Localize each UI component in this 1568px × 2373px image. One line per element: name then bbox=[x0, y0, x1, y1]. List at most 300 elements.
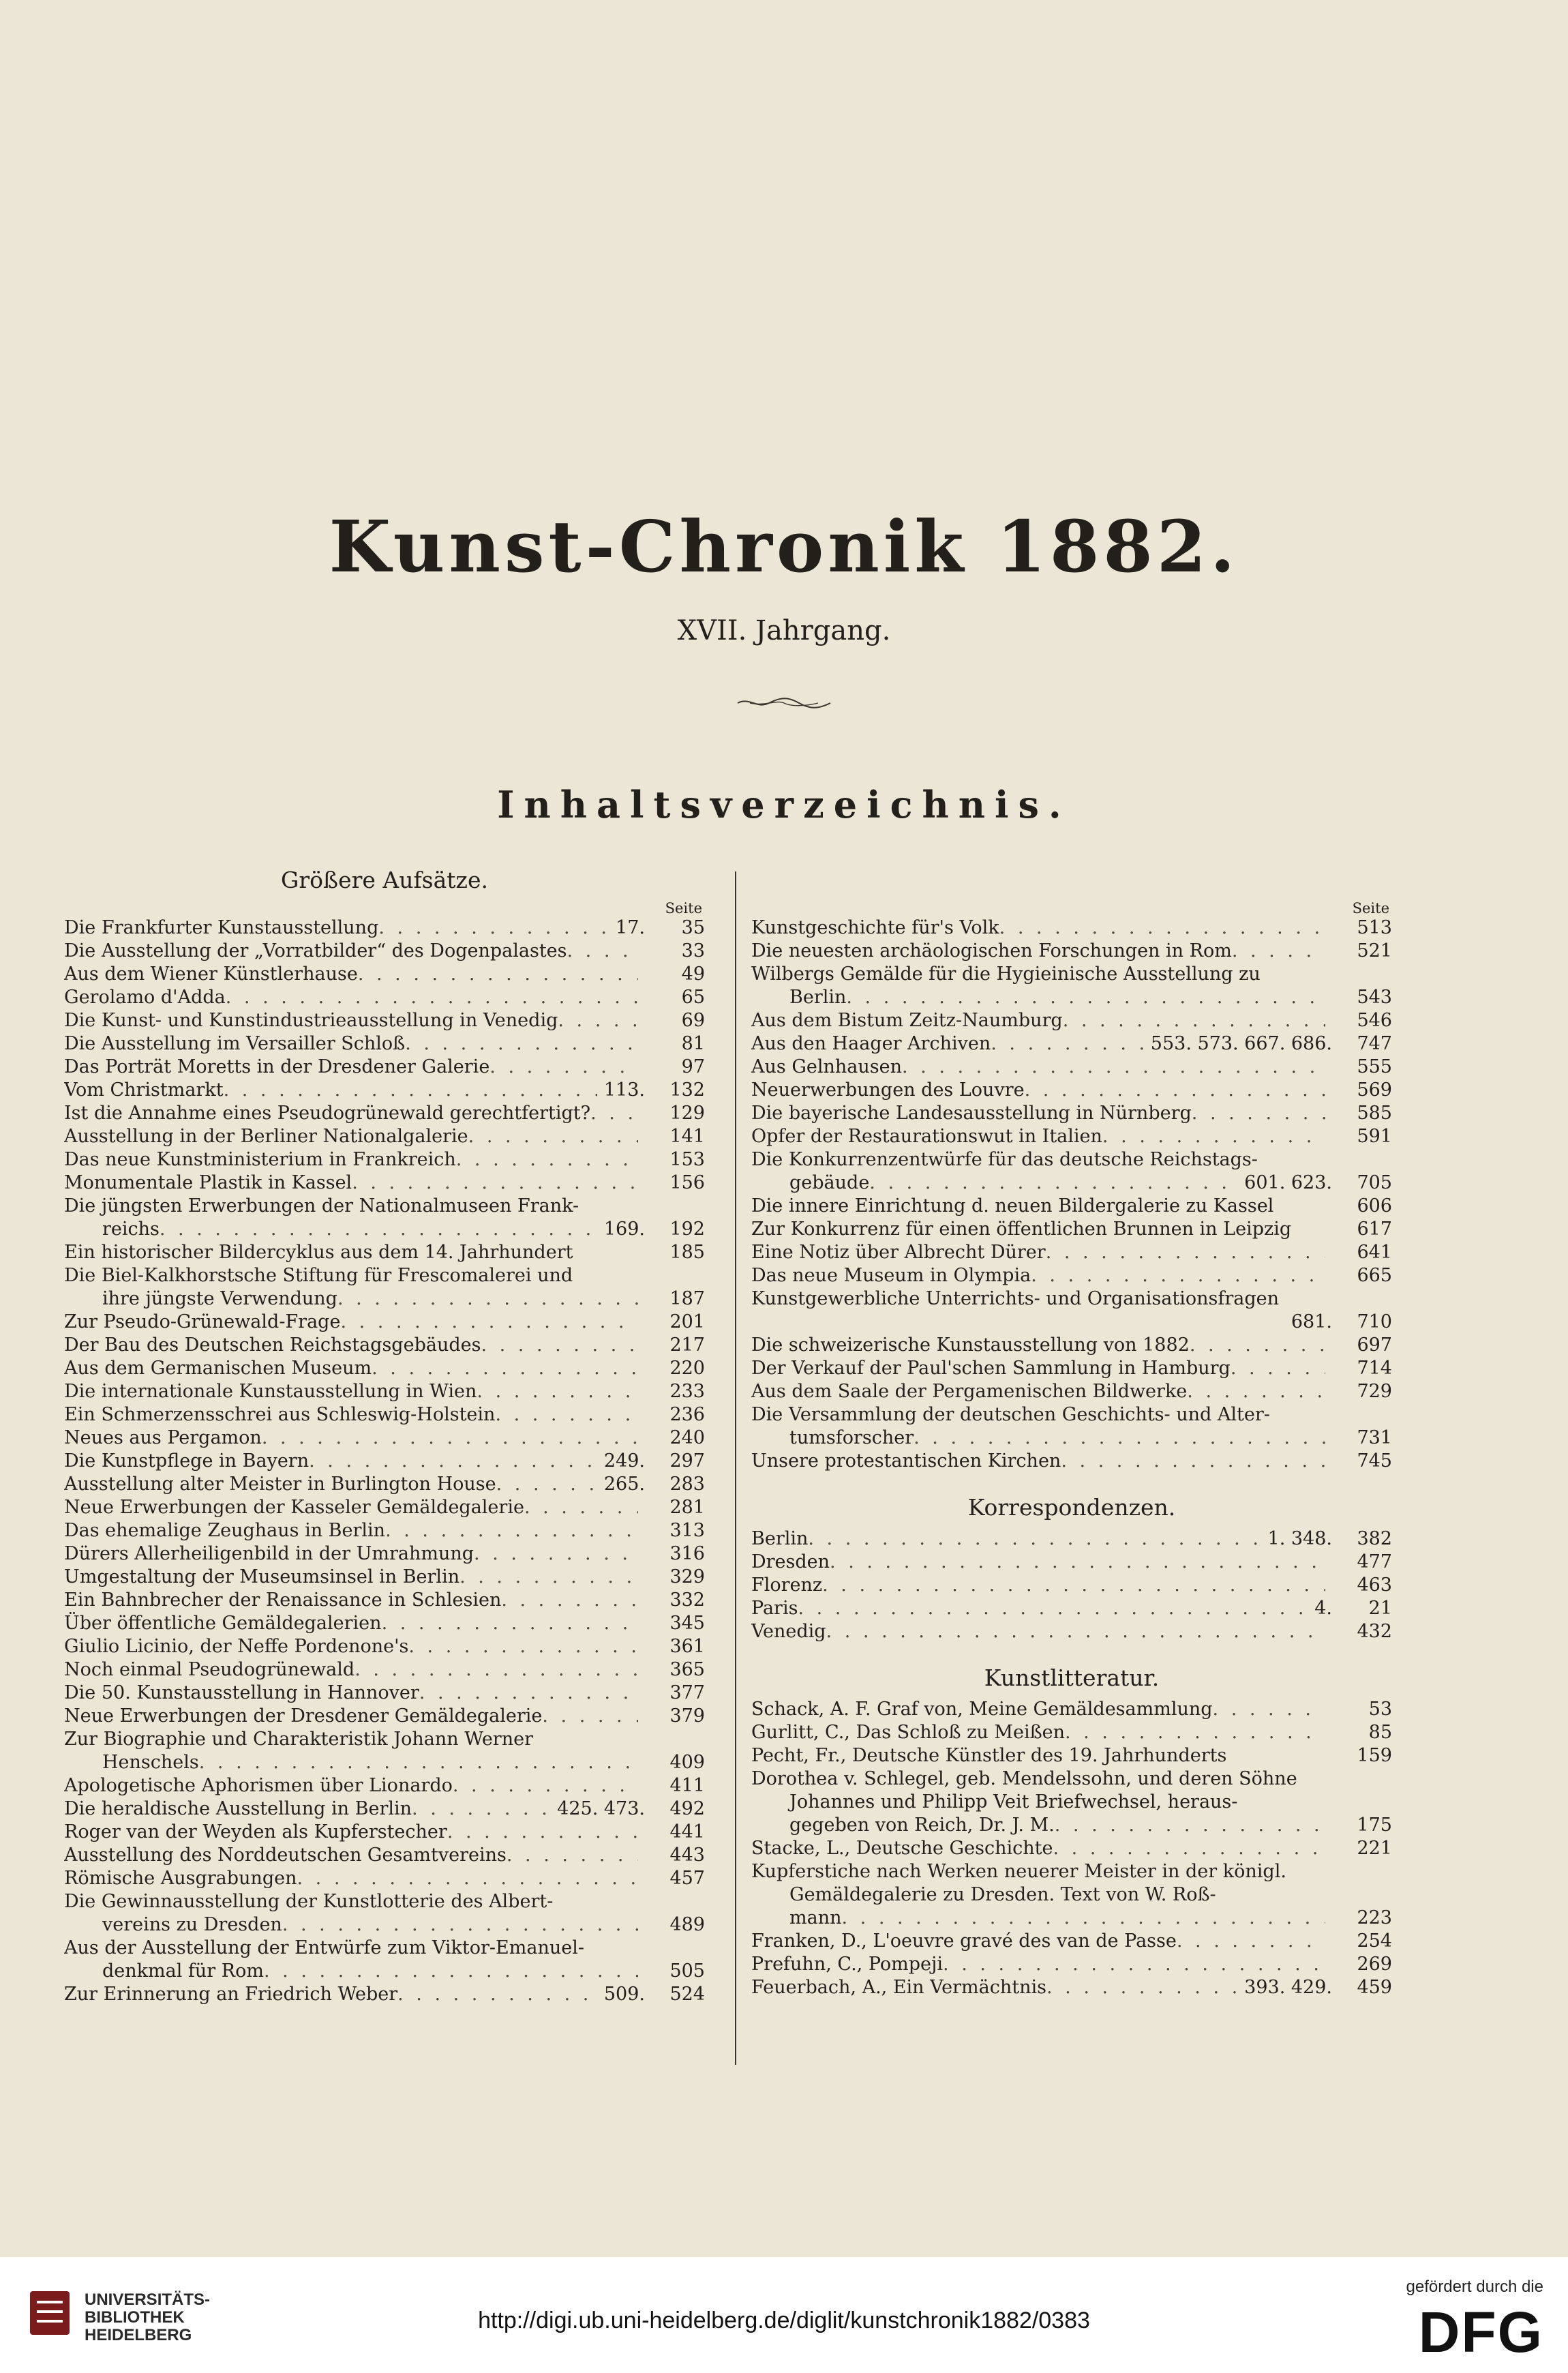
entry-title: Franken, D., L'oeuvre gravé des van de Passe bbox=[751, 1930, 1177, 1952]
entry-title: Neues aus Pergamon bbox=[64, 1427, 262, 1448]
leader-dots bbox=[1061, 1450, 1325, 1473]
toc-entry bbox=[64, 1774, 705, 1797]
toc-entry bbox=[751, 1698, 1392, 1721]
section-title-kunstlitteratur: Kunstlitteratur. bbox=[984, 1665, 1160, 1691]
entry-page-number: 459 bbox=[1357, 1977, 1392, 1998]
entry-page-number: 745 bbox=[1357, 1450, 1392, 1472]
toc-entry bbox=[751, 1148, 1392, 1171]
entry-title: Gerolamo d'Adda bbox=[64, 987, 226, 1008]
entry-title: Die Versammlung der deutschen Geschichts- und Alter- bbox=[751, 1404, 1270, 1425]
entry-title: Noch einmal Pseudogrünewald bbox=[64, 1659, 355, 1680]
entry-title: Neuerwerbungen des Louvre bbox=[751, 1079, 1025, 1101]
entry-title: ihre jüngste Verwendung bbox=[102, 1288, 337, 1309]
leader-dots bbox=[1065, 1721, 1325, 1744]
leader-dots bbox=[477, 1380, 638, 1403]
toc-entry bbox=[64, 1705, 705, 1728]
entry-page-number: 33 bbox=[681, 940, 705, 961]
entry-page-number: 220 bbox=[669, 1358, 705, 1379]
entry-page-number: 185 bbox=[669, 1242, 705, 1263]
leader-dots bbox=[459, 1566, 638, 1589]
entry-page-number: 223 bbox=[1357, 1907, 1392, 1928]
leader-dots bbox=[447, 1821, 638, 1844]
entry-title: Die bayerische Landesausstellung in Nürnberg bbox=[751, 1103, 1192, 1124]
toc-entry bbox=[751, 1334, 1392, 1357]
toc-entry bbox=[751, 1009, 1392, 1032]
entry-title: Ein Bahnbrecher der Renaissance in Schlesien bbox=[64, 1590, 502, 1611]
leader-dots bbox=[160, 1218, 597, 1241]
leader-dots bbox=[943, 1953, 1325, 1976]
toc-entry bbox=[64, 1867, 705, 1890]
entry-extra-pages: 265. bbox=[603, 1474, 645, 1495]
footer-bar bbox=[0, 2257, 1568, 2373]
entry-title: Giulio Licinio, der Neffe Pordenone's bbox=[64, 1636, 409, 1657]
source-url-link[interactable]: http://digi.ub.uni-heidelberg.de/diglit/kunstchronik1882/0383 bbox=[478, 2308, 1090, 2333]
toc-entry bbox=[751, 1883, 1392, 1907]
entry-title: Eine Notiz über Albrecht Dürer bbox=[751, 1242, 1046, 1263]
leader-dots bbox=[385, 1519, 638, 1542]
entry-title: Prefuhn, C., Pompeji bbox=[751, 1954, 944, 1975]
entry-title: Das neue Kunstministerium in Frankreich bbox=[64, 1149, 456, 1170]
entry-title: Johannes und Philipp Veit Briefwechsel, heraus- bbox=[789, 1791, 1238, 1812]
toc-entry bbox=[64, 1357, 705, 1380]
entry-page-number: 606 bbox=[1357, 1195, 1392, 1217]
toc-entry bbox=[64, 1728, 705, 1751]
toc-entry bbox=[751, 1551, 1392, 1574]
toc-entry bbox=[751, 1403, 1392, 1427]
entry-page-number: 591 bbox=[1357, 1126, 1392, 1147]
entry-page-number: 153 bbox=[669, 1149, 705, 1170]
leader-dots bbox=[1046, 1976, 1237, 1999]
entry-page-number: 543 bbox=[1357, 987, 1392, 1008]
leader-dots bbox=[378, 916, 609, 940]
leader-dots bbox=[262, 1427, 638, 1450]
leader-dots bbox=[226, 986, 638, 1009]
entry-page-number: 141 bbox=[669, 1126, 705, 1147]
entry-page-number: 477 bbox=[1357, 1551, 1392, 1572]
entry-title: Aus der Ausstellung der Entwürfe zum Viktor-Emanuel- bbox=[64, 1937, 584, 1958]
toc-entry bbox=[64, 1380, 705, 1403]
leader-dots bbox=[1046, 1241, 1325, 1264]
entry-title: gebäude bbox=[789, 1172, 870, 1193]
toc-entry bbox=[64, 1195, 705, 1218]
toc-entry bbox=[64, 1589, 705, 1612]
entry-title: Zur Biographie und Charakteristik Johann Werner bbox=[64, 1729, 533, 1750]
entry-title: vereins zu Dresden bbox=[102, 1914, 282, 1935]
seite-label: Seite bbox=[665, 900, 702, 916]
entry-list bbox=[751, 1527, 1392, 1643]
leader-dots bbox=[798, 1597, 1308, 1620]
entry-page-number: 313 bbox=[669, 1520, 705, 1541]
leader-dots bbox=[282, 1913, 638, 1937]
entry-title: Der Bau des Deutschen Reichstagsgebäudes bbox=[64, 1334, 481, 1356]
toc-entry bbox=[64, 1496, 705, 1519]
toc-entry bbox=[751, 1450, 1392, 1473]
seite-label: Seite bbox=[1352, 900, 1389, 916]
toc-entry bbox=[64, 1937, 705, 1960]
entry-title: Das Porträt Moretts in der Dresdener Galerie bbox=[64, 1056, 490, 1077]
toc-entry bbox=[64, 1612, 705, 1635]
entry-page-number: 729 bbox=[1357, 1381, 1392, 1402]
toc-entry bbox=[64, 1635, 705, 1658]
toc-entry bbox=[751, 1744, 1392, 1767]
section-title-korrespondenzen: Korrespondenzen. bbox=[967, 1494, 1176, 1521]
leader-dots bbox=[501, 1589, 638, 1612]
entry-page-number: 201 bbox=[669, 1311, 705, 1332]
entry-title: Pecht, Fr., Deutsche Künstler des 19. Jahrhunderts bbox=[751, 1745, 1227, 1766]
entry-page-number: 524 bbox=[669, 1984, 705, 2005]
toc-entry bbox=[751, 1102, 1392, 1125]
leader-dots bbox=[1190, 1334, 1325, 1357]
toc-entry bbox=[64, 1473, 705, 1496]
toc-entry bbox=[751, 1264, 1392, 1287]
leader-dots bbox=[297, 1867, 639, 1890]
toc-entry bbox=[751, 1791, 1392, 1814]
entry-page-number: 641 bbox=[1357, 1242, 1392, 1263]
entry-title: Aus den Haager Archiven bbox=[751, 1033, 991, 1054]
toc-entry bbox=[751, 1241, 1392, 1264]
toc-entry bbox=[64, 1658, 705, 1682]
leader-dots bbox=[830, 1551, 1325, 1574]
entry-title: Die innere Einrichtung d. neuen Bildergalerie zu Kassel bbox=[751, 1195, 1274, 1217]
toc-entry bbox=[751, 1527, 1392, 1551]
entry-title: Römische Ausgrabungen bbox=[64, 1868, 297, 1889]
leader-dots bbox=[481, 1334, 638, 1357]
entry-title: denkmal für Rom bbox=[102, 1960, 264, 1982]
entry-page-number: 379 bbox=[669, 1705, 705, 1727]
entry-page-number: 221 bbox=[1357, 1838, 1392, 1859]
entry-title: Die Ausstellung im Versailler Schloß bbox=[64, 1033, 406, 1054]
entry-title: Die internationale Kunstausstellung in Wien bbox=[64, 1381, 477, 1402]
entry-page-number: 546 bbox=[1357, 1010, 1392, 1031]
page-title: Kunst-Chronik 1882. bbox=[329, 505, 1239, 588]
toc-entry bbox=[64, 1032, 705, 1056]
entry-page-number: 156 bbox=[669, 1172, 705, 1193]
entry-page-number: 187 bbox=[669, 1288, 705, 1309]
toc-entry bbox=[751, 1953, 1392, 1976]
toc-entry bbox=[64, 1427, 705, 1450]
entry-extra-pages: 113. bbox=[603, 1079, 645, 1101]
entry-title: Aus dem Saale der Pergamenischen Bildwerke bbox=[751, 1381, 1188, 1402]
leader-dots bbox=[468, 1125, 638, 1148]
toc-entry bbox=[64, 1566, 705, 1589]
leader-dots bbox=[1213, 1698, 1325, 1721]
entry-title: Kunstgeschichte für's Volk bbox=[751, 917, 999, 938]
entry-page-number: 585 bbox=[1357, 1103, 1392, 1124]
toc-entry bbox=[751, 1620, 1392, 1643]
toc-entry bbox=[751, 1357, 1392, 1380]
entry-page-number: 489 bbox=[669, 1914, 705, 1935]
leader-dots bbox=[1192, 1102, 1325, 1125]
toc-entry bbox=[64, 1102, 705, 1125]
toc-entry bbox=[751, 1218, 1392, 1241]
leader-dots bbox=[1063, 1009, 1325, 1032]
entry-page-number: 505 bbox=[669, 1960, 705, 1982]
leader-dots bbox=[412, 1797, 550, 1821]
toc-entry bbox=[64, 1009, 705, 1032]
entry-title: Ausstellung des Norddeutschen Gesamtvereins bbox=[64, 1845, 507, 1866]
entry-title: Die 50. Kunstausstellung in Hannover bbox=[64, 1682, 419, 1703]
entry-page-number: 569 bbox=[1357, 1079, 1392, 1101]
entry-page-number: 617 bbox=[1357, 1219, 1392, 1240]
entry-page-number: 81 bbox=[681, 1033, 705, 1054]
entry-title: Schack, A. F. Graf von, Meine Gemäldesammlung bbox=[751, 1699, 1213, 1720]
entry-extra-pages: 4. bbox=[1314, 1598, 1332, 1619]
leader-dots bbox=[507, 1844, 638, 1867]
leader-dots bbox=[841, 1907, 1325, 1930]
toc-entry bbox=[751, 1721, 1392, 1744]
toc-entry bbox=[751, 1056, 1392, 1079]
entry-extra-pages: 249. bbox=[603, 1450, 645, 1472]
entry-title: Unsere protestantischen Kirchen bbox=[751, 1450, 1061, 1472]
leader-dots bbox=[495, 1403, 638, 1427]
entry-extra-pages: 393. 429. bbox=[1244, 1977, 1332, 1998]
leader-dots bbox=[456, 1148, 638, 1171]
leader-dots bbox=[340, 1311, 638, 1334]
leader-dots bbox=[1187, 1380, 1325, 1403]
entry-title: Zur Erinnerung an Friedrich Weber bbox=[64, 1984, 398, 2005]
toc-entry bbox=[64, 1890, 705, 1913]
leader-dots bbox=[337, 1287, 638, 1311]
entry-title: Kunstgewerbliche Unterrichts- und Organisationsfragen bbox=[751, 1288, 1279, 1309]
leader-dots bbox=[474, 1542, 638, 1566]
leader-dots bbox=[405, 1032, 638, 1056]
entry-title: Ist die Annahme eines Pseudogrünewald gerechtfertigt? bbox=[64, 1103, 591, 1124]
entry-title: Die heraldische Ausstellung in Berlin bbox=[64, 1798, 412, 1819]
entry-title: Die neuesten archäologischen Forschungen in Rom bbox=[751, 940, 1232, 961]
toc-entry bbox=[64, 1844, 705, 1867]
leader-dots bbox=[358, 963, 638, 986]
volume-subtitle: XVII. Jahrgang. bbox=[677, 615, 891, 646]
entry-page-number: 53 bbox=[1368, 1699, 1392, 1720]
toc-entry bbox=[751, 1125, 1392, 1148]
leader-dots bbox=[496, 1473, 597, 1496]
entry-title: Neue Erwerbungen der Kasseler Gemäldegalerie bbox=[64, 1497, 524, 1518]
toc-entry bbox=[751, 1814, 1392, 1837]
toc-entry bbox=[64, 1403, 705, 1427]
entry-title: Kupferstiche nach Werken neuerer Meister in der königl. bbox=[751, 1861, 1286, 1882]
toc-entry bbox=[64, 1519, 705, 1542]
entry-title: Der Verkauf der Paul'schen Sammlung in Hamburg bbox=[751, 1358, 1231, 1379]
entry-page-number: 665 bbox=[1357, 1265, 1392, 1286]
toc-entry bbox=[64, 940, 705, 963]
toc-entry bbox=[751, 1032, 1392, 1056]
entry-title: Berlin bbox=[751, 1528, 809, 1549]
entry-page-number: 175 bbox=[1357, 1815, 1392, 1836]
entry-page-number: 297 bbox=[669, 1450, 705, 1472]
entry-title: Über öffentliche Gemäldegalerien bbox=[64, 1613, 382, 1634]
entry-title: Die Konkurrenzentwürfe für das deutsche Reichstags- bbox=[751, 1149, 1258, 1170]
toc-entry bbox=[64, 1751, 705, 1774]
leader-dots bbox=[309, 1450, 597, 1473]
ornament-divider bbox=[0, 696, 1568, 713]
leader-dots bbox=[524, 1496, 638, 1519]
entry-title: Das neue Museum in Olympia bbox=[751, 1265, 1031, 1286]
entry-title: Die Gewinnausstellung der Kunstlotterie des Albert- bbox=[64, 1891, 554, 1912]
entry-page-number: 432 bbox=[1357, 1621, 1392, 1642]
entry-title: mann bbox=[789, 1907, 842, 1928]
leader-dots bbox=[1102, 1125, 1325, 1148]
entry-extra-pages: 17. bbox=[616, 917, 645, 938]
toc-entry bbox=[64, 986, 705, 1009]
entry-title: reichs bbox=[102, 1219, 160, 1240]
entry-title: tumsforscher bbox=[789, 1427, 914, 1448]
leader-dots bbox=[902, 1056, 1325, 1079]
entry-page-number: 69 bbox=[681, 1010, 705, 1031]
toc-entry bbox=[64, 963, 705, 986]
entry-title: Gemäldegalerie zu Dresden. Text von W. Roß- bbox=[789, 1884, 1216, 1905]
entry-page-number: 409 bbox=[669, 1752, 705, 1773]
entry-page-number: 85 bbox=[1368, 1722, 1392, 1743]
spacer bbox=[751, 1473, 1392, 1488]
entry-title: Stacke, L., Deutsche Geschichte bbox=[751, 1838, 1053, 1859]
entry-page-number: 492 bbox=[669, 1798, 705, 1819]
leader-dots bbox=[1231, 1357, 1325, 1380]
entry-title: Henschels bbox=[102, 1752, 199, 1773]
toc-entry bbox=[64, 1542, 705, 1566]
entry-page-number: 731 bbox=[1357, 1427, 1392, 1448]
entry-page-number: 192 bbox=[669, 1219, 705, 1240]
leader-dots bbox=[914, 1427, 1325, 1450]
entry-page-number: 129 bbox=[669, 1103, 705, 1124]
toc-entry bbox=[64, 1913, 705, 1937]
leader-dots bbox=[869, 1171, 1237, 1195]
entry-page-number: 97 bbox=[681, 1056, 705, 1077]
toc-entry bbox=[64, 1450, 705, 1473]
leader-dots bbox=[1055, 1814, 1325, 1837]
toc-entry bbox=[64, 1241, 705, 1264]
leader-dots bbox=[542, 1705, 638, 1728]
leader-dots bbox=[199, 1751, 638, 1774]
entry-extra-pages: 601. 623. bbox=[1244, 1172, 1332, 1193]
entry-title: Umgestaltung der Museumsinsel in Berlin bbox=[64, 1566, 460, 1587]
entry-page-number: 316 bbox=[669, 1543, 705, 1564]
entry-page-number: 377 bbox=[669, 1682, 705, 1703]
toc-entry bbox=[64, 1983, 705, 2006]
toc-entry bbox=[64, 1287, 705, 1311]
toc-entry bbox=[751, 1767, 1392, 1791]
entry-title: Die Ausstellung der „Vorratbilder“ des Dogenpalastes bbox=[64, 940, 567, 961]
entry-title: Zur Pseudo-Grünewald-Frage bbox=[64, 1311, 341, 1332]
entry-page-number: 269 bbox=[1357, 1954, 1392, 1975]
entry-list bbox=[751, 1698, 1392, 1999]
toc-entry bbox=[64, 1264, 705, 1287]
toc-entry bbox=[751, 1287, 1392, 1311]
entry-list bbox=[64, 916, 705, 2006]
entry-page-number: 382 bbox=[1357, 1528, 1392, 1549]
toc-entry bbox=[751, 1311, 1392, 1334]
entry-title: Opfer der Restaurationswut in Italien bbox=[751, 1126, 1102, 1147]
entry-title: Gurlitt, C., Das Schloß zu Meißen bbox=[751, 1722, 1066, 1743]
leader-dots bbox=[408, 1635, 638, 1658]
library-name: UNIVERSITÄTS- BIBLIOTHEK HEIDELBERG bbox=[85, 2290, 211, 2344]
dfg-logo: DFG bbox=[1418, 2300, 1543, 2364]
entry-title: Venedig bbox=[751, 1621, 826, 1642]
leader-dots bbox=[846, 986, 1325, 1009]
toc-entry bbox=[64, 916, 705, 940]
entry-title: Die Kunstpflege in Bayern bbox=[64, 1450, 310, 1472]
leader-dots bbox=[567, 940, 638, 963]
entry-title: Dorothea v. Schlegel, geb. Mendelssohn, und deren Söhne bbox=[751, 1768, 1297, 1789]
toc-entry bbox=[751, 1907, 1392, 1930]
entry-title: Die Kunst- und Kunstindustrieausstellung in Venedig bbox=[64, 1010, 558, 1031]
section-title-aufsaetze: Größere Aufsätze. bbox=[281, 867, 488, 893]
toc-entry bbox=[751, 1860, 1392, 1883]
entry-extra-pages: 681. bbox=[1291, 1311, 1332, 1332]
entry-page-number: 714 bbox=[1357, 1358, 1392, 1379]
leader-dots bbox=[224, 1079, 597, 1102]
toc-entry bbox=[751, 1427, 1392, 1450]
entry-title: Die schweizerische Kunstausstellung von 1882 bbox=[751, 1334, 1190, 1356]
entry-page-number: 35 bbox=[681, 917, 705, 938]
leader-dots bbox=[1232, 940, 1325, 963]
leader-dots bbox=[489, 1056, 638, 1079]
entry-page-number: 329 bbox=[669, 1566, 705, 1587]
toc-entry bbox=[751, 940, 1392, 963]
entry-page-number: 443 bbox=[669, 1845, 705, 1866]
entry-extra-pages: 509. bbox=[603, 1984, 645, 2005]
right-column bbox=[751, 861, 1392, 1999]
entry-title: Neue Erwerbungen der Dresdener Gemäldegalerie bbox=[64, 1705, 543, 1727]
entry-page-number: 345 bbox=[669, 1613, 705, 1634]
toc-entry bbox=[751, 916, 1392, 940]
entry-page-number: 132 bbox=[669, 1079, 705, 1101]
entry-page-number: 21 bbox=[1368, 1598, 1392, 1619]
entry-page-number: 747 bbox=[1357, 1033, 1392, 1054]
toc-entry bbox=[751, 1195, 1392, 1218]
entry-title: Ein historischer Bildercyklus aus dem 14. Jahrhundert bbox=[64, 1242, 573, 1263]
entry-title: Ausstellung alter Meister in Burlington House bbox=[64, 1474, 496, 1495]
toc-entry bbox=[64, 1125, 705, 1148]
entry-page-number: 555 bbox=[1357, 1056, 1392, 1077]
toc-entry bbox=[751, 1930, 1392, 1953]
leader-dots bbox=[382, 1612, 638, 1635]
entry-title: Zur Konkurrenz für einen öffentlichen Brunnen in Leipzig bbox=[751, 1219, 1292, 1240]
leader-dots bbox=[397, 1983, 597, 2006]
entry-title: Aus dem Germanischen Museum bbox=[64, 1358, 372, 1379]
entry-title: Berlin bbox=[789, 987, 847, 1008]
entry-page-number: 159 bbox=[1357, 1745, 1392, 1766]
entry-page-number: 65 bbox=[681, 987, 705, 1008]
toc-entry bbox=[751, 1976, 1392, 1999]
entry-page-number: 463 bbox=[1357, 1574, 1392, 1596]
entry-title: Wilbergs Gemälde für die Hygieinische Ausstellung zu bbox=[751, 964, 1261, 985]
leader-dots bbox=[372, 1357, 638, 1380]
entry-title: Die Biel-Kalkhorstsche Stiftung für Frescomalerei und bbox=[64, 1265, 573, 1286]
toc-entry bbox=[64, 1682, 705, 1705]
spacer bbox=[751, 1643, 1392, 1658]
toc-entry bbox=[64, 1056, 705, 1079]
entry-title: Aus dem Bistum Zeitz-Naumburg bbox=[751, 1010, 1063, 1031]
toc-heading: Inhaltsverzeichnis. bbox=[497, 783, 1071, 826]
entry-extra-pages: 553. 573. 667. 686. bbox=[1150, 1033, 1332, 1054]
entry-title: Roger van der Weyden als Kupferstecher bbox=[64, 1821, 447, 1842]
entry-title: Das ehemalige Zeughaus in Berlin bbox=[64, 1520, 386, 1541]
toc-entry bbox=[64, 1797, 705, 1821]
leader-dots bbox=[453, 1774, 638, 1797]
toc-entry bbox=[64, 1821, 705, 1844]
leader-dots bbox=[1025, 1079, 1325, 1102]
leader-dots bbox=[590, 1102, 638, 1125]
entry-title: Dresden bbox=[751, 1551, 830, 1572]
entry-title: gegeben von Reich, Dr. J. M. bbox=[789, 1815, 1055, 1836]
leader-dots bbox=[558, 1009, 638, 1032]
entry-page-number: 49 bbox=[681, 964, 705, 985]
entry-title: Dürers Allerheiligenbild in der Umrahmung bbox=[64, 1543, 474, 1564]
funding-note: gefördert durch die bbox=[1406, 2278, 1543, 2296]
leader-dots bbox=[822, 1574, 1325, 1597]
leader-dots bbox=[355, 1658, 638, 1682]
toc-entry bbox=[64, 1218, 705, 1241]
